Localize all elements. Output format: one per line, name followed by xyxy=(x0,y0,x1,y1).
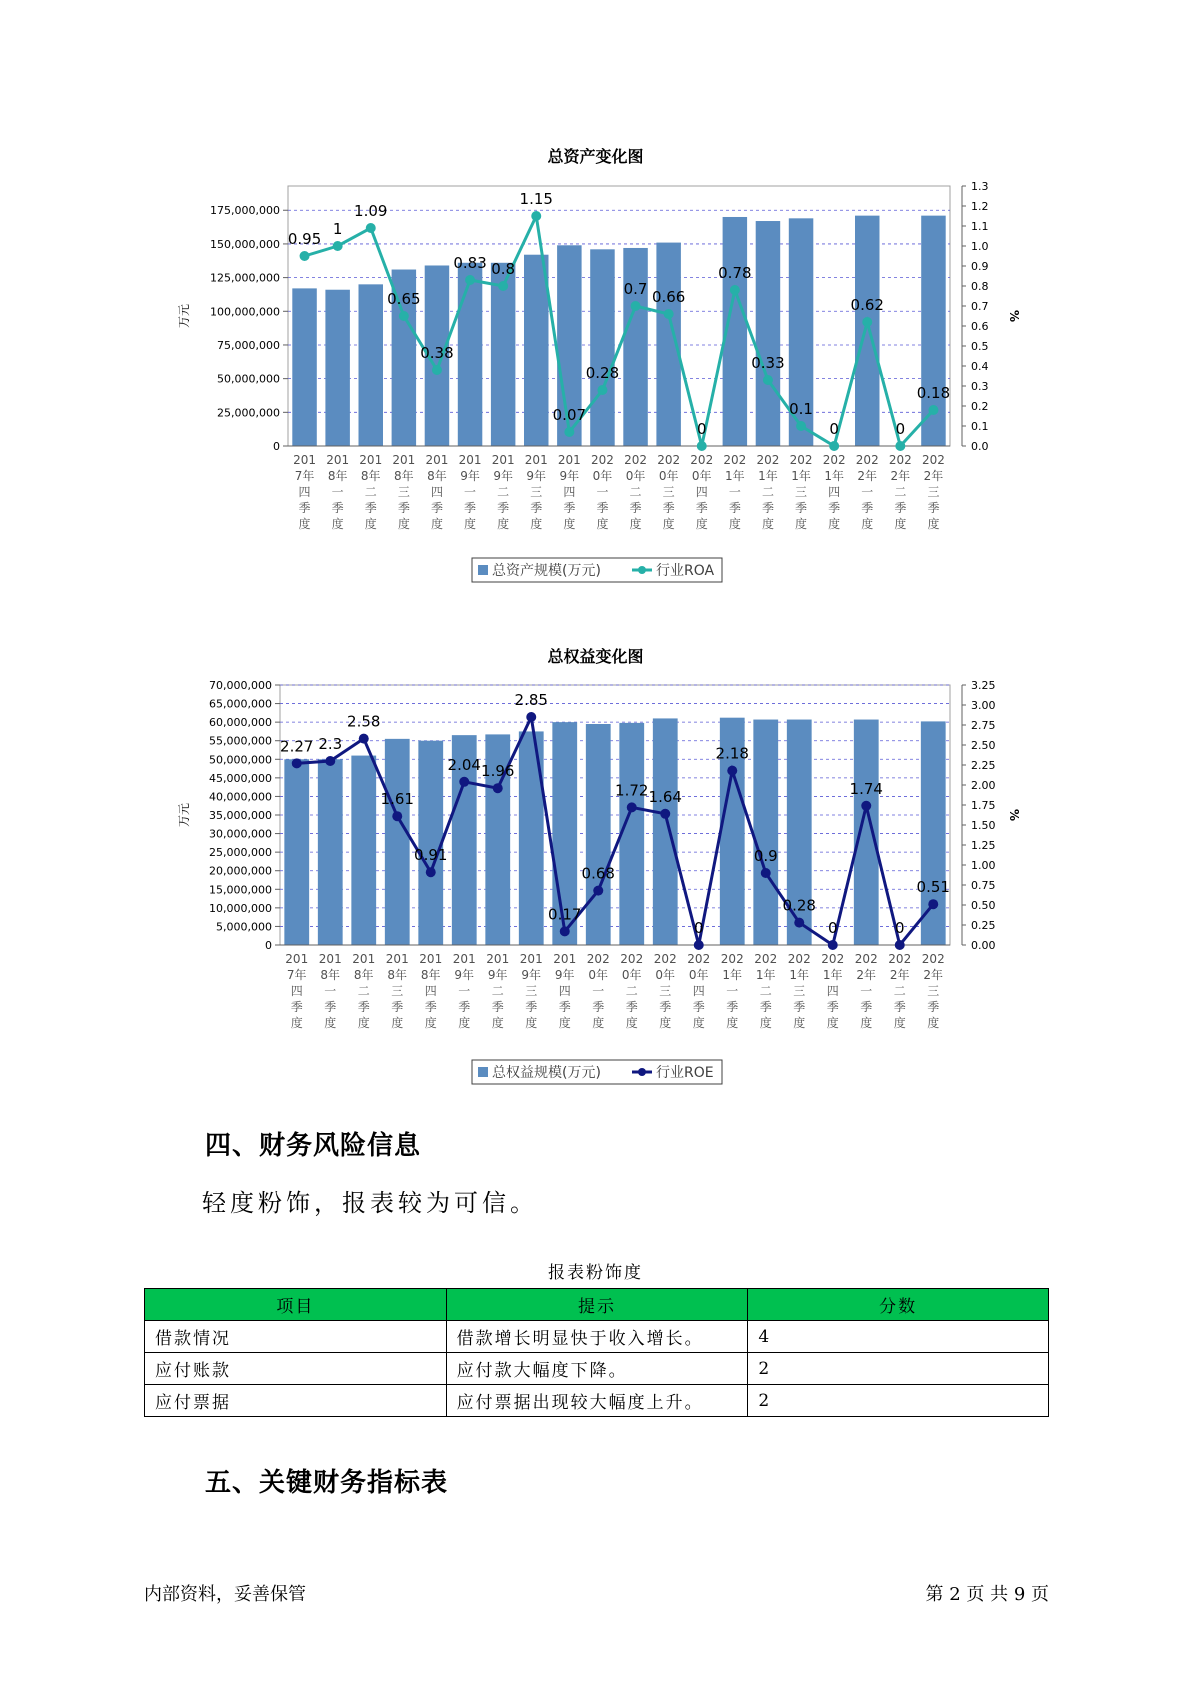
legend-line-label: 行业ROE xyxy=(656,1065,714,1081)
legend-bar-swatch xyxy=(478,565,488,575)
data-label: 1.74 xyxy=(849,779,883,798)
line-point xyxy=(761,868,771,878)
line-point xyxy=(627,802,637,812)
data-label: 2.58 xyxy=(347,712,381,731)
data-label: 0.17 xyxy=(548,905,582,924)
total-assets-chart xyxy=(0,170,1191,590)
x-tick-label: 202 1年三季度 xyxy=(789,453,813,531)
bar xyxy=(318,759,343,945)
bar xyxy=(359,284,383,446)
line-point xyxy=(928,899,938,909)
section-heading-key-indicators: 五、关键财务指标表 xyxy=(205,1468,449,1498)
bar xyxy=(753,720,778,945)
line-point xyxy=(498,281,508,291)
table-cell: 应付票据 xyxy=(145,1385,447,1417)
line-point xyxy=(560,926,570,936)
data-label: 0.38 xyxy=(420,344,454,362)
y-tick-label: 60,000,000 xyxy=(209,716,272,730)
data-label: 1.09 xyxy=(354,202,388,220)
data-label: 0.91 xyxy=(414,846,448,865)
y-tick-label: 0 xyxy=(273,440,280,453)
bar xyxy=(458,263,482,446)
data-label: 0.62 xyxy=(850,296,884,314)
data-label: 0.9 xyxy=(753,847,778,865)
x-tick-label: 202 2年二季度 xyxy=(888,952,912,1030)
table-header-item: 项目 xyxy=(145,1289,447,1321)
y-axis-title: 万元 xyxy=(177,802,191,828)
line-point xyxy=(763,375,773,385)
table-cell: 2 xyxy=(748,1353,1049,1385)
bar xyxy=(292,288,316,446)
table-cell: 应付账款 xyxy=(145,1353,447,1385)
data-label: 0.28 xyxy=(782,896,816,915)
legend-bar-label: 总权益规模(万元) xyxy=(492,1065,601,1081)
y2-tick-label: 1.25 xyxy=(971,839,996,852)
x-tick-label: 202 1年四季度 xyxy=(821,952,845,1030)
y-tick-label: 0 xyxy=(265,939,272,952)
data-label: 0.18 xyxy=(916,384,951,402)
data-label: 0.68 xyxy=(581,864,615,883)
line-point xyxy=(861,801,871,811)
line-point xyxy=(796,421,806,431)
bar xyxy=(385,739,410,945)
data-label: 0.33 xyxy=(751,354,785,372)
line-point xyxy=(928,405,938,415)
table-row xyxy=(145,1385,1049,1417)
y-tick-label: 70,000,000 xyxy=(209,679,272,692)
line-point xyxy=(426,867,436,877)
y2-axis-title: % xyxy=(1007,808,1021,822)
bar xyxy=(325,290,349,446)
y-tick-label: 30,000,000 xyxy=(209,827,272,841)
y-tick-label: 175,000,000 xyxy=(210,204,280,218)
line-point xyxy=(730,285,740,295)
line-point xyxy=(465,275,475,285)
line-point xyxy=(697,441,707,451)
y2-tick-label: 0.1 xyxy=(971,420,989,433)
y2-tick-label: 0.2 xyxy=(971,400,989,413)
y2-tick-label: 0.5 xyxy=(971,340,989,353)
data-label: 0.51 xyxy=(916,878,950,897)
bar xyxy=(653,718,678,945)
bar xyxy=(586,724,611,945)
line-point xyxy=(432,365,442,375)
legend-bar-swatch xyxy=(478,1067,488,1077)
line-point xyxy=(597,385,607,395)
data-label: 0.28 xyxy=(585,364,620,382)
y2-tick-label: 0.25 xyxy=(971,919,996,932)
line-point xyxy=(325,756,335,766)
x-tick-label: 202 2年二季度 xyxy=(888,453,912,531)
bar xyxy=(524,255,548,446)
data-label: 0 xyxy=(894,919,905,937)
y2-tick-label: 0.3 xyxy=(971,380,989,393)
y-tick-label: 15,000,000 xyxy=(209,883,272,897)
bar xyxy=(921,721,946,945)
plot-frame xyxy=(288,186,950,446)
x-tick-label: 202 2年一季度 xyxy=(854,952,878,1030)
x-tick-label: 201 8年四季度 xyxy=(419,952,443,1030)
x-tick-label: 202 0年二季度 xyxy=(620,952,644,1030)
line-point xyxy=(292,758,302,768)
y2-tick-label: 0.0 xyxy=(971,440,989,453)
table-cell: 应付票据出现较大幅度上升。 xyxy=(446,1385,748,1417)
y-tick-label: 65,000,000 xyxy=(209,697,272,711)
line-point xyxy=(794,918,804,928)
y2-tick-label: 2.25 xyxy=(971,759,996,772)
bar xyxy=(756,221,780,446)
line-point xyxy=(895,940,905,950)
x-tick-label: 201 8年一季度 xyxy=(318,952,342,1030)
x-tick-label: 201 8年三季度 xyxy=(385,952,409,1030)
line-point xyxy=(727,766,737,776)
table-header-hint: 提示 xyxy=(446,1289,748,1321)
data-label: 0 xyxy=(827,919,838,937)
data-label: 1.15 xyxy=(519,190,553,208)
legend-bar-label: 总资产规模(万元) xyxy=(492,563,601,579)
x-tick-label: 202 0年三季度 xyxy=(657,453,681,531)
line-point xyxy=(531,211,541,221)
x-tick-label: 202 2年一季度 xyxy=(855,453,879,531)
y-tick-label: 10,000,000 xyxy=(209,901,272,915)
y2-tick-label: 2.50 xyxy=(971,739,996,752)
x-tick-label: 202 2年三季度 xyxy=(921,453,945,531)
bar xyxy=(418,741,443,945)
data-label: 0 xyxy=(693,919,704,937)
data-label: 0 xyxy=(829,420,839,438)
risk-summary-text: 轻度粉饰，报表较为可信。 xyxy=(202,1189,538,1217)
data-label: 2.3 xyxy=(318,735,343,753)
y2-tick-label: 0.00 xyxy=(971,939,996,952)
table-cell: 借款情况 xyxy=(145,1321,447,1353)
data-label: 2.85 xyxy=(514,691,548,709)
y-tick-label: 125,000,000 xyxy=(210,271,280,285)
line-point xyxy=(300,251,310,261)
y-tick-label: 20,000,000 xyxy=(209,864,272,878)
y-tick-label: 35,000,000 xyxy=(209,809,272,822)
y2-tick-label: 2.00 xyxy=(971,779,996,792)
y-axis-title: 万元 xyxy=(177,303,191,329)
bar xyxy=(623,248,647,446)
section-heading-financial-risk: 四、财务风险信息 xyxy=(205,1131,422,1161)
legend-line-marker xyxy=(638,566,646,574)
x-tick-label: 201 9年四季度 xyxy=(553,952,577,1030)
bar xyxy=(855,216,879,446)
line-point xyxy=(564,427,574,437)
x-tick-label: 202 1年一季度 xyxy=(720,952,744,1030)
line-point xyxy=(631,301,641,311)
y-tick-label: 100,000,000 xyxy=(210,305,280,319)
y-tick-label: 150,000,000 xyxy=(210,237,280,251)
line-point xyxy=(399,311,409,321)
data-label: 0.1 xyxy=(789,400,813,418)
data-label: 0.8 xyxy=(491,260,516,278)
x-tick-label: 201 8年四季度 xyxy=(425,453,449,531)
table-caption: 报表粉饰度 xyxy=(548,1263,643,1283)
y-tick-label: 50,000,000 xyxy=(217,372,280,386)
y-tick-label: 45,000,000 xyxy=(209,771,272,785)
x-tick-label: 201 8年二季度 xyxy=(352,952,376,1030)
data-label: 0.66 xyxy=(651,288,686,306)
table-header-score: 分数 xyxy=(748,1289,1049,1321)
line-point xyxy=(526,712,536,722)
bar xyxy=(590,249,614,446)
line-point xyxy=(392,811,402,821)
data-label: 0.65 xyxy=(387,290,421,308)
line-point xyxy=(493,783,503,793)
x-tick-label: 201 9年一季度 xyxy=(458,453,482,531)
x-tick-label: 201 8年三季度 xyxy=(392,453,416,531)
x-tick-label: 202 1年一季度 xyxy=(723,453,747,531)
plot-frame xyxy=(280,685,950,945)
data-label: 0.83 xyxy=(453,254,487,272)
x-tick-label: 202 1年四季度 xyxy=(822,453,846,531)
data-label: 0.07 xyxy=(552,406,587,424)
x-tick-label: 201 7年四季度 xyxy=(293,453,317,531)
x-tick-label: 202 0年一季度 xyxy=(586,952,610,1030)
y2-tick-label: 1.00 xyxy=(971,859,996,872)
y2-tick-label: 3.25 xyxy=(971,679,996,692)
legend-line-label: 行业ROA xyxy=(656,563,715,579)
x-tick-label: 202 0年四季度 xyxy=(687,952,711,1030)
data-label: 2.18 xyxy=(715,744,749,763)
data-label: 1 xyxy=(332,220,343,238)
y2-tick-label: 0.7 xyxy=(971,300,989,313)
chart-title-total-equity: 总权益变化图 xyxy=(547,647,644,666)
y2-tick-label: 1.75 xyxy=(971,799,996,812)
line-point xyxy=(593,886,603,896)
x-tick-label: 202 0年一季度 xyxy=(590,453,614,531)
line-point xyxy=(862,317,872,327)
chart-title-total-assets: 总资产变化图 xyxy=(547,147,644,166)
data-label: 1.64 xyxy=(648,787,682,806)
line-point xyxy=(660,809,670,819)
table-cell: 2 xyxy=(748,1385,1049,1417)
y2-tick-label: 0.4 xyxy=(971,360,989,373)
bar xyxy=(619,723,644,945)
x-tick-label: 201 9年二季度 xyxy=(491,453,515,531)
table-header-row xyxy=(145,1289,1049,1321)
x-tick-label: 201 9年二季度 xyxy=(486,952,510,1030)
data-label: 0.7 xyxy=(623,280,648,298)
x-tick-label: 202 0年四季度 xyxy=(690,453,714,531)
x-tick-label: 201 8年一季度 xyxy=(326,453,350,531)
data-label: 0 xyxy=(895,420,906,438)
table-row xyxy=(145,1353,1049,1385)
line-point xyxy=(333,241,343,251)
x-tick-label: 202 0年三季度 xyxy=(653,952,677,1030)
line-point xyxy=(895,441,905,451)
y2-tick-label: 1.2 xyxy=(971,200,989,213)
x-tick-label: 202 0年二季度 xyxy=(624,453,648,531)
table-cell: 借款增长明显快于收入增长。 xyxy=(446,1321,748,1353)
table-cell: 应付款大幅度下降。 xyxy=(446,1353,748,1385)
line-point xyxy=(694,940,704,950)
line-point xyxy=(359,734,369,744)
bar xyxy=(284,759,309,945)
data-label: 1.96 xyxy=(481,762,515,781)
footer-page-number: 第 2 页 共 9 页 xyxy=(925,1584,1049,1605)
legend-line-marker xyxy=(638,1068,646,1076)
data-label: 0.95 xyxy=(287,230,322,248)
data-label: 2.04 xyxy=(447,755,481,774)
table-cell: 4 xyxy=(748,1321,1049,1353)
data-label: 0.78 xyxy=(718,264,752,282)
bar xyxy=(351,756,376,945)
window-dressing-table xyxy=(144,1288,1049,1417)
y2-tick-label: 0.6 xyxy=(971,320,989,333)
x-tick-label: 201 7年四季度 xyxy=(285,952,309,1030)
y2-tick-label: 1.1 xyxy=(971,220,989,233)
table-row xyxy=(145,1321,1049,1353)
data-label: 1.61 xyxy=(380,790,414,809)
total-equity-chart xyxy=(0,670,1191,1090)
line-point xyxy=(664,309,674,319)
x-tick-label: 202 1年二季度 xyxy=(756,453,780,531)
x-tick-label: 202 2年三季度 xyxy=(921,952,945,1030)
y2-tick-label: 0.8 xyxy=(971,280,989,293)
y2-tick-label: 3.00 xyxy=(971,699,996,712)
line-point xyxy=(829,441,839,451)
x-tick-label: 202 1年二季度 xyxy=(754,952,778,1030)
y-tick-label: 75,000,000 xyxy=(217,338,280,352)
data-label: 1.72 xyxy=(615,781,649,800)
bar xyxy=(854,720,879,945)
line-point xyxy=(828,940,838,950)
y-tick-label: 40,000,000 xyxy=(209,790,272,804)
x-tick-label: 201 9年三季度 xyxy=(519,952,543,1030)
x-tick-label: 202 1年三季度 xyxy=(787,952,811,1030)
y2-tick-label: 0.9 xyxy=(971,260,989,273)
y2-tick-label: 1.50 xyxy=(971,819,996,832)
line-point xyxy=(459,777,469,787)
y-tick-label: 25,000,000 xyxy=(209,846,272,860)
x-tick-label: 201 8年二季度 xyxy=(359,453,383,531)
footer-confidential: 内部资料，妥善保管 xyxy=(144,1584,306,1605)
y2-tick-label: 0.75 xyxy=(971,879,996,892)
y2-tick-label: 1.3 xyxy=(971,180,989,193)
y-tick-label: 50,000,000 xyxy=(209,753,272,767)
data-label: 0 xyxy=(696,420,707,438)
y-tick-label: 55,000,000 xyxy=(209,734,272,748)
data-label: 2.27 xyxy=(280,737,314,756)
x-tick-label: 201 9年三季度 xyxy=(524,453,548,531)
y2-tick-label: 0.50 xyxy=(971,899,996,912)
y-tick-label: 25,000,000 xyxy=(217,406,280,420)
line-point xyxy=(366,223,376,233)
y-tick-label: 5,000,000 xyxy=(216,920,272,934)
y2-tick-label: 1.0 xyxy=(971,240,989,253)
y2-tick-label: 2.75 xyxy=(971,719,996,732)
x-tick-label: 201 9年一季度 xyxy=(452,952,476,1030)
y2-axis-title: % xyxy=(1007,309,1021,323)
x-tick-label: 201 9年四季度 xyxy=(557,453,581,531)
